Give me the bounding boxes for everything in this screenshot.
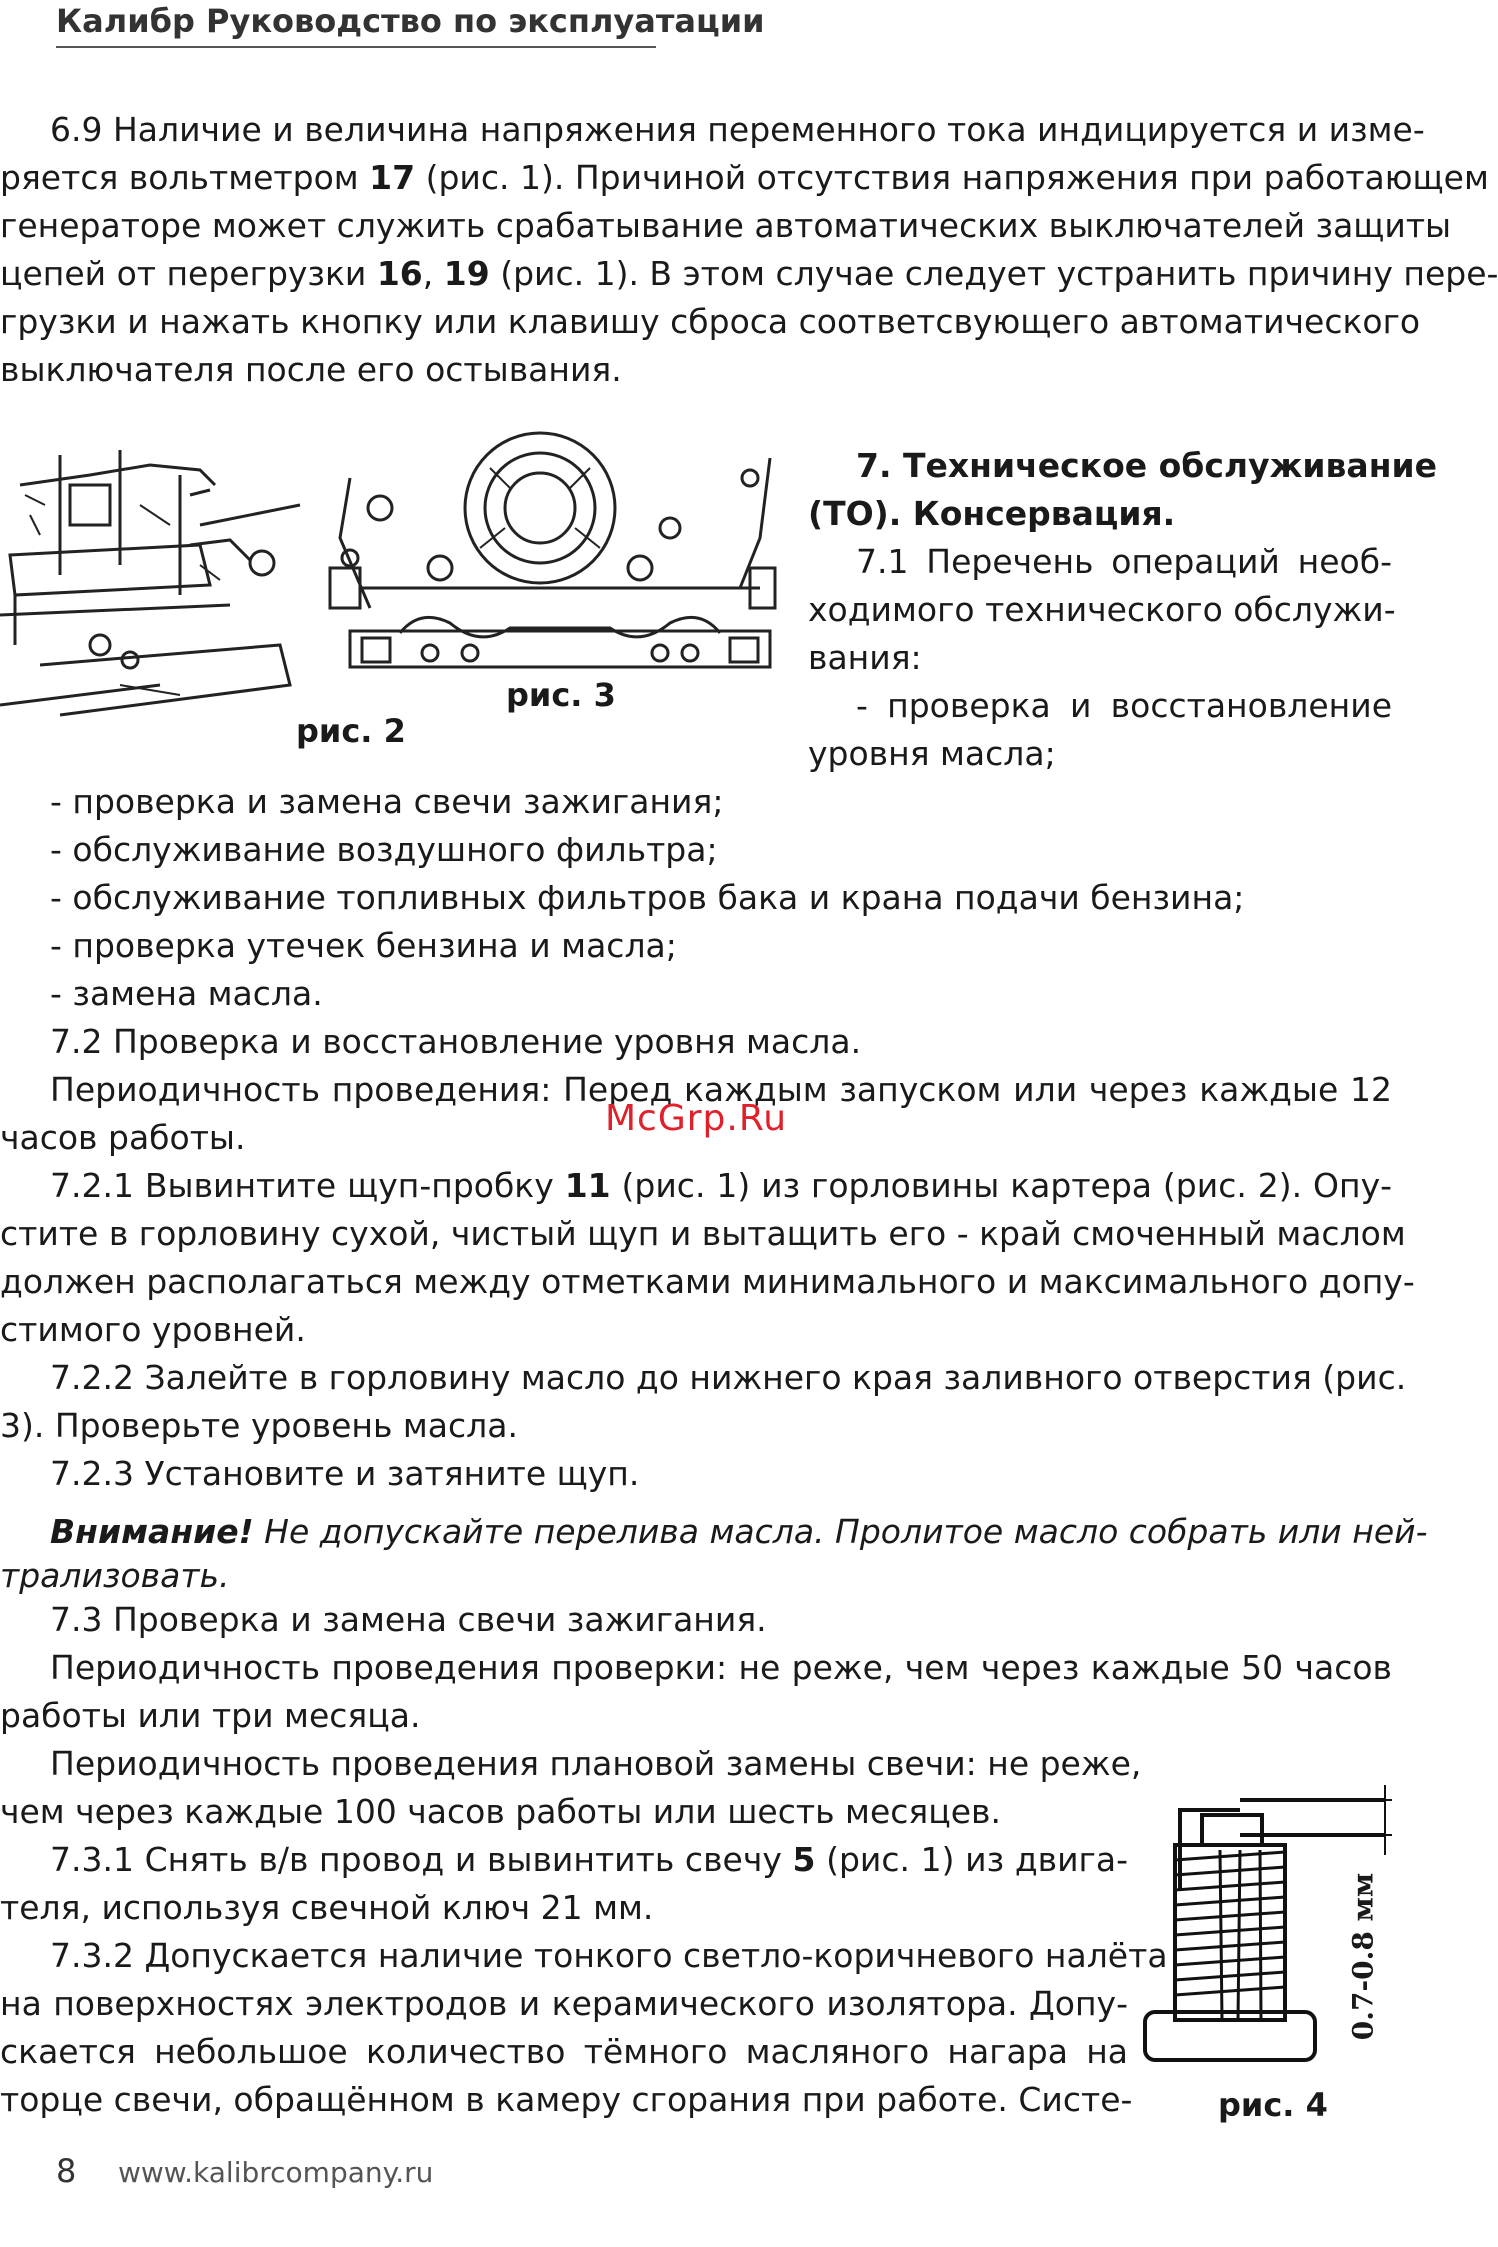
- list-item: - проверка утечек бензина и масла;: [50, 926, 677, 965]
- footer-url[interactable]: www.kalibrcompany.ru: [118, 2156, 434, 2189]
- text-line: уровня масла;: [808, 734, 1056, 773]
- text-line: Периодичность проведения проверки: не реже, чем через каждые 50 часов: [50, 1648, 1392, 1687]
- text-line: скается небольшое количество тёмного масляного нагара на: [0, 2032, 1128, 2071]
- text-line: на поверхностях электродов и керамического изолятора. Допу-: [0, 1984, 1128, 2023]
- text-line: теля, используя свечной ключ 21 мм.: [0, 1888, 654, 1927]
- warning-text: Внимание! Не допускайте перелива масла. Пролитое масло собрать или ней-: [50, 1512, 1428, 1551]
- text-line: 6.9 Наличие и величина напряжения переменного тока индицируется и изме-: [50, 110, 1425, 149]
- text-line: стимого уровней.: [0, 1310, 306, 1349]
- text-line: часов работы.: [0, 1118, 246, 1157]
- watermark: McGrp.Ru: [605, 1098, 788, 1139]
- subsection-heading: 7.2 Проверка и восстановление уровня масла.: [50, 1022, 862, 1061]
- dimension-label: 0.7-0.8 мм: [1346, 1872, 1380, 2041]
- figure-3-caption: рис. 3: [506, 676, 616, 714]
- list-item: - обслуживание воздушного фильтра;: [50, 830, 718, 869]
- figure-2-caption: рис. 2: [296, 712, 406, 750]
- text-line: 7.3.1 Снять в/в провод и вывинтить свечу 5 (рис. 1) из двига-: [50, 1840, 1128, 1879]
- figure-3-illustration: [330, 448, 790, 688]
- figure-4-caption: рис. 4: [1218, 2086, 1328, 2124]
- text-line: работы или три месяца.: [0, 1696, 421, 1735]
- text-line: 7.2.3 Установите и затяните щуп.: [50, 1454, 640, 1493]
- text-line: чем через каждые 100 часов работы или шесть месяцев.: [0, 1792, 1001, 1831]
- list-item: - проверка и замена свечи зажигания;: [50, 782, 724, 821]
- text-line: 7.3.2 Допускается наличие тонкого светло-коричневого налёта: [50, 1936, 1168, 1975]
- text-line: грузки и нажать кнопку или клавишу сброса соответсвующего автоматического: [0, 302, 1421, 341]
- header-rule: [56, 46, 656, 48]
- warning-text: трализовать.: [0, 1556, 230, 1595]
- text-line: вания:: [808, 638, 922, 677]
- text-line: цепей от перегрузки 16, 19 (рис. 1). В этом случае следует устранить причину пере-: [0, 254, 1498, 293]
- text-line: ходимого технического обслужи-: [808, 590, 1396, 629]
- list-item: - обслуживание топливных фильтров бака и крана подачи бензина;: [50, 878, 1245, 917]
- subsection-heading: 7.3 Проверка и замена свечи зажигания.: [50, 1600, 767, 1639]
- page-header: [56, 0, 765, 50]
- figure-2-illustration: [0, 445, 310, 735]
- text-line: торце свечи, обращённом в камеру сгорания при работе. Систе-: [0, 2080, 1133, 2119]
- text-line: генераторе может служить срабатывание автоматических выключателей защиты: [0, 206, 1452, 245]
- header-title: Калибр Руководство по эксплуатации: [56, 2, 765, 40]
- page-number: 8: [56, 2152, 77, 2190]
- text-line: 7.2.1 Вывинтите щуп-пробку 11 (рис. 1) из горловины картера (рис. 2). Опу-: [50, 1166, 1393, 1205]
- section-heading: (ТО). Консервация.: [808, 494, 1176, 533]
- list-item: - замена масла.: [50, 974, 323, 1013]
- figure-4-dimension: [1343, 1850, 1383, 2070]
- text-line: Периодичность проведения: Перед каждым запуском или через каждые 12: [50, 1070, 1392, 1109]
- text-line: стите в горловину сухой, чистый щуп и вытащить его - край смоченный маслом: [0, 1214, 1406, 1253]
- text-line: 7.1 Перечень операций необ-: [856, 542, 1392, 581]
- text-line: 3). Проверьте уровень масла.: [0, 1406, 518, 1445]
- section-heading: 7. Техническое обслуживание: [856, 446, 1437, 485]
- text-line: ряется вольтметром 17 (рис. 1). Причиной отсутствия напряжения при работающем: [0, 158, 1489, 197]
- text-line: выключателя после его остывания.: [0, 350, 622, 389]
- text-line: должен располагаться между отметками минимального и максимального допу-: [0, 1262, 1415, 1301]
- text-line: Периодичность проведения плановой замены свечи: не реже,: [50, 1744, 1142, 1783]
- list-item: - проверка и восстановление: [856, 686, 1392, 725]
- text-line: 7.2.2 Залейте в горловину масло до нижнего края заливного отверстия (рис.: [50, 1358, 1407, 1397]
